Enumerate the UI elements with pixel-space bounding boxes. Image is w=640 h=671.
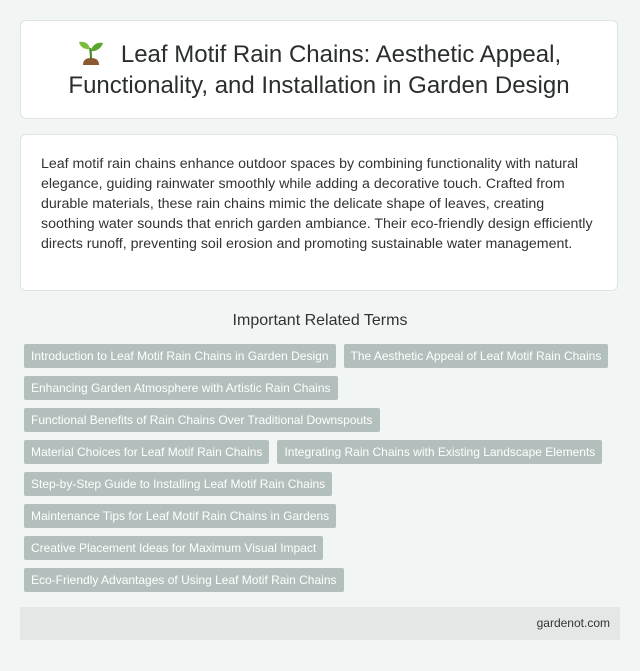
related-term-tag[interactable]: Functional Benefits of Rain Chains Over Traditional Downspouts	[24, 408, 380, 432]
related-terms-heading: Important Related Terms	[232, 312, 408, 329]
related-term-tag[interactable]: Introduction to Leaf Motif Rain Chains in Garden Design	[24, 344, 336, 368]
footer-site-link[interactable]: gardenot.com	[536, 616, 610, 630]
tag-row	[24, 344, 624, 368]
related-term-tag[interactable]: Maintenance Tips for Leaf Motif Rain Chains in Gardens	[24, 504, 336, 528]
intro-text: Leaf motif rain chains enhance outdoor spaces by combining functionality with natural elegance, guiding rainwater smoothly while adding a decorative touch. Crafted from durable materials, these rain chains mimic the delicate shape of leaves, creating soothing water sounds that enrich garden ambiance. Their eco-friendly design efficiently directs runoff, preventing soil erosion and promoting sustainable water management.	[41, 156, 593, 252]
related-term-tag[interactable]: Creative Placement Ideas for Maximum Visual Impact	[24, 536, 323, 560]
related-term-tag[interactable]: Material Choices for Leaf Motif Rain Chains	[24, 440, 269, 464]
tag-row	[24, 536, 624, 560]
tag-row	[24, 568, 624, 592]
tag-row	[24, 504, 624, 528]
page-title	[33, 39, 605, 101]
tag-row	[24, 408, 624, 432]
tag-row	[24, 440, 624, 464]
footer	[20, 607, 620, 640]
related-term-tag[interactable]: Enhancing Garden Atmosphere with Artistic Rain Chains	[24, 376, 338, 400]
related-term-tag[interactable]: The Aesthetic Appeal of Leaf Motif Rain Chains	[344, 344, 609, 368]
tag-row	[24, 376, 624, 400]
related-terms-list	[24, 344, 624, 600]
tag-row	[24, 472, 624, 496]
related-term-tag[interactable]: Step-by-Step Guide to Installing Leaf Motif Rain Chains	[24, 472, 332, 496]
intro-card	[20, 134, 618, 291]
header-card	[20, 20, 618, 119]
page-title-text: Leaf Motif Rain Chains: Aesthetic Appeal, Functionality, and Installation in Garden Design	[68, 40, 570, 99]
related-term-tag[interactable]: Integrating Rain Chains with Existing Landscape Elements	[277, 440, 602, 464]
related-term-tag[interactable]: Eco-Friendly Advantages of Using Leaf Motif Rain Chains	[24, 568, 344, 592]
sprout-icon	[77, 39, 105, 65]
